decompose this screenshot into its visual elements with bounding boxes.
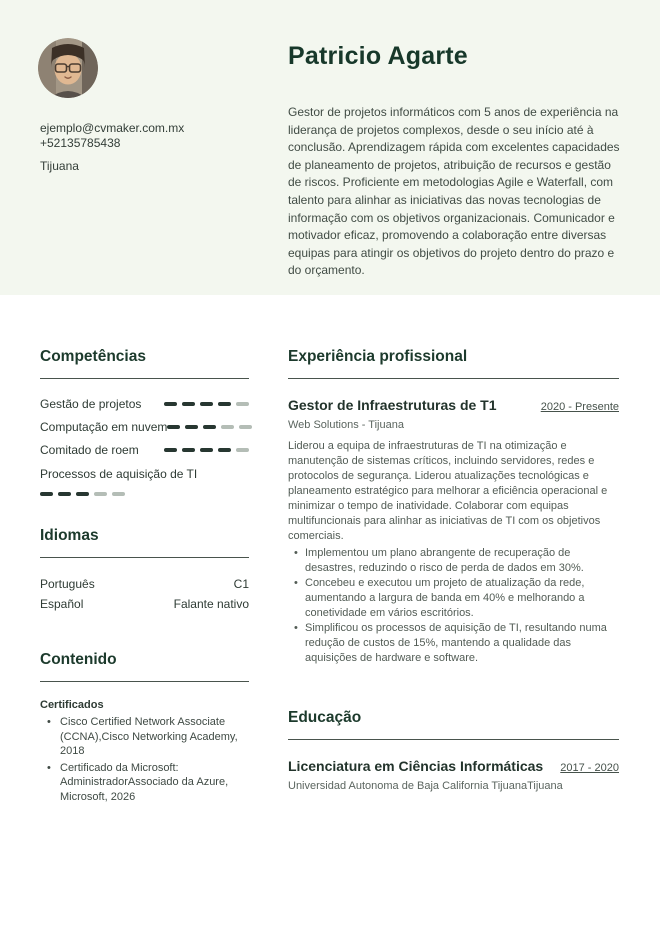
contact-email: ejemplo@cvmaker.com.mx (40, 121, 185, 135)
skill-row (40, 415, 249, 438)
skill-label: Gestão de projetos (40, 396, 142, 411)
avatar (38, 38, 98, 98)
certificates-list (40, 715, 249, 804)
section-divider (40, 557, 249, 558)
skill-level-bars (164, 402, 249, 406)
experience-entry (288, 396, 619, 666)
experience-section-title: Experiência profissional (288, 348, 468, 365)
achievement-item: • Implementou um plano abrangente de recuperação de desastres, reduzindo o risco de perda de dados em 30%. (288, 546, 619, 576)
job-title: Gestor de Infraestruturas de T1 (288, 397, 497, 413)
left-column (40, 295, 249, 804)
achievement-item: • Concebeu e executou um projeto de atualização da rede, aumentando a largura de banda em 40% e melhorando a conetividade em vários escritórios. (288, 576, 619, 621)
summary-text: Gestor de projetos informáticos com 5 anos de experiência na liderança de projetos complexos, desde o seu início até à conclusão. Aprendizagem rápida com excelentes capacidades de planeamento de projetos, atribuição de recursos e gestão de riscos. Proficiente em metodologias Agile e Waterfall, com talento para alinhar as iniciativas das novas tecnologias de informação com os objetivos organizacionais. Comunicador e motivador eficaz, promovendo a colaboração entre diversas equipas para atingir os objetivos do projeto dentro do prazo e do orçamento. (288, 105, 620, 278)
job-achievements-list (288, 546, 619, 666)
skill-label: Processos de aquisição de TI (40, 467, 198, 481)
language-row (40, 594, 249, 614)
education-entry (288, 757, 619, 792)
skills-section (40, 347, 249, 496)
contact-block (40, 121, 184, 174)
content-section-title: Contenido (40, 651, 117, 668)
experience-entry-head (288, 396, 619, 414)
skill-level-bars (164, 448, 249, 452)
skills-section-title: Competências (40, 348, 146, 365)
contact-phone: +52135785438 (40, 136, 121, 150)
certificate-item: • Certificado da Microsoft: AdministradorAssociado da Azure, Microsoft, 2026 (40, 761, 249, 805)
job-company: Web Solutions - Tijuana (288, 419, 404, 431)
achievement-item: • Simplificou os processos de aquisição de TI, resultando numa redução de custos de 15%, mantendo a qualidade das aquisições de hardware e software. (288, 621, 619, 666)
content-section (40, 650, 249, 804)
experience-section (288, 347, 619, 666)
education-entry-head (288, 757, 619, 775)
degree-dates: 2017 - 2020 (560, 762, 619, 774)
section-divider (288, 378, 619, 379)
skill-level-bars (167, 425, 252, 429)
education-section (288, 708, 619, 792)
certificates-subtitle: Certificados (40, 699, 104, 711)
skill-level-bars (40, 492, 249, 496)
skill-row (40, 392, 249, 415)
language-level: Falante nativo (173, 597, 249, 611)
skill-row (40, 438, 249, 461)
section-divider (40, 378, 249, 379)
language-row (40, 574, 249, 594)
school-name: Universidad Autonoma de Baja California TijuanaTijuana (288, 780, 563, 792)
certificate-item: • Cisco Certified Network Associate (CCNA),Cisco Networking Academy, 2018 (40, 715, 249, 759)
language-level: C1 (233, 577, 249, 591)
section-divider (288, 739, 619, 740)
languages-list (40, 574, 249, 614)
intro-block (288, 42, 622, 280)
skills-list (40, 392, 249, 496)
contact-city: Tijuana (40, 159, 79, 173)
job-description: Liderou a equipa de infraestruturas de TI na otimização e manutenção de sistemas críticos, incluindo servidores, redes e protocolos de segurança. Liderou atualizações tecnológicas e planeamento estratégico para melhorar a eficiência operacional e minimizar o tempo de inatividade. Colaborar com equipas multifuncionais para alinhar as iniciativas de TI com os objetivos comerciais. (288, 440, 608, 542)
language-label: Español (40, 597, 84, 611)
page-title: Patricio Agarte (288, 42, 468, 70)
skill-label: Comitado de roem (40, 442, 139, 457)
right-column (288, 295, 619, 792)
avatar-photo (38, 38, 98, 98)
skill-label: Computação em nuvem (40, 419, 168, 434)
languages-section-title: Idiomas (40, 527, 99, 544)
job-dates: 2020 - Presente (540, 401, 619, 413)
education-section-title: Educação (288, 709, 362, 726)
language-label: Português (40, 577, 95, 591)
degree-title: Licenciatura em Ciências Informáticas (288, 758, 544, 774)
header (0, 0, 660, 295)
skill-row (40, 461, 249, 496)
languages-section (40, 526, 249, 614)
section-divider (40, 681, 249, 682)
